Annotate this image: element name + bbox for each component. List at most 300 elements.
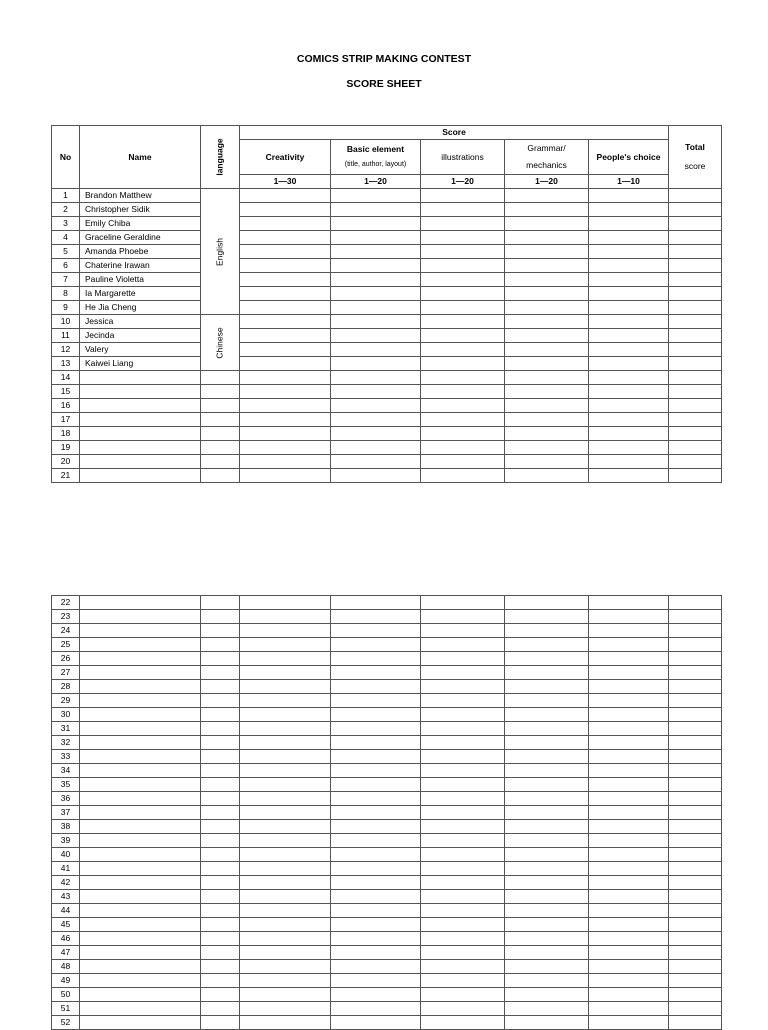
score-cell (421, 624, 505, 638)
score-cell (505, 960, 589, 974)
table-row (52, 652, 722, 666)
score-cell (505, 427, 589, 441)
score-cell (505, 371, 589, 385)
score-cell (80, 806, 201, 820)
score-cell (80, 694, 201, 708)
score-cell (331, 974, 421, 988)
table-row (52, 329, 722, 343)
score-cell (505, 820, 589, 834)
score-cell (331, 301, 421, 315)
score-cell (669, 862, 722, 876)
table-row (52, 385, 722, 399)
score-cell (240, 189, 331, 203)
score-cell (201, 862, 240, 876)
score-cell (505, 974, 589, 988)
header-grammar: Grammar/ mechanics (505, 140, 589, 175)
score-cell (421, 932, 505, 946)
score-cell (80, 848, 201, 862)
score-cell (421, 385, 505, 399)
header-basic-element: Basic element (title, author, layout) (331, 140, 421, 175)
score-cell (421, 834, 505, 848)
language-cell (201, 441, 240, 455)
score-cell (669, 301, 722, 315)
table-row (52, 820, 722, 834)
score-cell (589, 441, 669, 455)
score-cell (240, 862, 331, 876)
score-cell (240, 287, 331, 301)
table-row (52, 708, 722, 722)
score-cell (80, 974, 201, 988)
score-cell (331, 469, 421, 483)
table-row (52, 189, 722, 203)
score-cell (240, 708, 331, 722)
score-cell (589, 315, 669, 329)
score-cell (331, 259, 421, 273)
score-cell (589, 638, 669, 652)
score-cell (331, 750, 421, 764)
score-cell (421, 189, 505, 203)
row-number: 40 (52, 848, 80, 862)
table-row (52, 988, 722, 1002)
score-cell (240, 694, 331, 708)
score-cell (421, 652, 505, 666)
score-cell (331, 203, 421, 217)
row-number: 19 (52, 441, 80, 455)
language-english: English (201, 189, 240, 315)
score-cell (421, 960, 505, 974)
score-cell (331, 904, 421, 918)
score-cell (421, 259, 505, 273)
score-cell (505, 1016, 589, 1030)
score-cell (80, 904, 201, 918)
table-row (52, 343, 722, 357)
score-cell (669, 315, 722, 329)
row-number: 15 (52, 385, 80, 399)
score-cell (240, 1016, 331, 1030)
score-cell (505, 385, 589, 399)
score-cell (240, 329, 331, 343)
table-row (52, 764, 722, 778)
score-cell (240, 596, 331, 610)
score-cell (589, 932, 669, 946)
table-row (52, 217, 722, 231)
score-cell (589, 918, 669, 932)
score-cell (505, 287, 589, 301)
score-cell (80, 820, 201, 834)
score-cell (669, 792, 722, 806)
score-cell (505, 918, 589, 932)
row-number: 37 (52, 806, 80, 820)
score-cell (505, 638, 589, 652)
score-cell (421, 820, 505, 834)
score-cell (80, 610, 201, 624)
row-number: 24 (52, 624, 80, 638)
score-cell (240, 680, 331, 694)
score-cell (589, 652, 669, 666)
score-cell (669, 736, 722, 750)
row-number: 3 (52, 217, 80, 231)
score-cell (201, 722, 240, 736)
score-cell (421, 203, 505, 217)
table-row (52, 932, 722, 946)
score-cell (201, 1016, 240, 1030)
score-cell (331, 441, 421, 455)
score-cell (505, 694, 589, 708)
table-row (52, 694, 722, 708)
table-row (52, 736, 722, 750)
score-cell (505, 736, 589, 750)
score-cell (240, 245, 331, 259)
row-number: 11 (52, 329, 80, 343)
score-cell (669, 764, 722, 778)
row-number: 32 (52, 736, 80, 750)
score-cell (505, 904, 589, 918)
header-peoples-choice: People's choice (589, 140, 669, 175)
table-row (52, 666, 722, 680)
score-cell (505, 315, 589, 329)
score-cell (669, 203, 722, 217)
score-cell (201, 806, 240, 820)
score-cell (505, 666, 589, 680)
score-cell (505, 399, 589, 413)
score-cell (331, 596, 421, 610)
language-cell (201, 399, 240, 413)
score-cell (421, 596, 505, 610)
score-cell (80, 736, 201, 750)
score-cell (201, 848, 240, 862)
score-cell (80, 722, 201, 736)
score-cell (80, 918, 201, 932)
score-cell (421, 792, 505, 806)
score-cell (240, 778, 331, 792)
score-cell (669, 231, 722, 245)
score-cell (331, 427, 421, 441)
score-cell (80, 652, 201, 666)
table-row (52, 680, 722, 694)
score-cell (331, 1002, 421, 1016)
score-cell (669, 890, 722, 904)
score-cell (240, 371, 331, 385)
participant-name: Graceline Geraldine (80, 231, 201, 245)
table-row (52, 918, 722, 932)
score-cell (201, 652, 240, 666)
score-cell (201, 792, 240, 806)
score-cell (589, 834, 669, 848)
score-cell (240, 666, 331, 680)
participant-name: Valery (80, 343, 201, 357)
score-cell (421, 315, 505, 329)
score-cell (589, 946, 669, 960)
score-cell (589, 792, 669, 806)
score-cell (240, 357, 331, 371)
score-cell (669, 848, 722, 862)
row-number: 26 (52, 652, 80, 666)
score-cell (421, 245, 505, 259)
score-cell (421, 1002, 505, 1016)
score-cell (505, 455, 589, 469)
score-cell (421, 890, 505, 904)
score-cell (201, 778, 240, 792)
score-cell (589, 666, 669, 680)
score-cell (505, 343, 589, 357)
score-cell (669, 371, 722, 385)
score-cell (421, 371, 505, 385)
score-cell (669, 638, 722, 652)
score-cell (589, 287, 669, 301)
score-cell (669, 624, 722, 638)
table-row (52, 834, 722, 848)
score-cell (240, 876, 331, 890)
row-number: 48 (52, 960, 80, 974)
score-cell (331, 764, 421, 778)
score-cell (505, 610, 589, 624)
table-row (52, 259, 722, 273)
table-row (52, 638, 722, 652)
row-number: 38 (52, 820, 80, 834)
row-number: 39 (52, 834, 80, 848)
score-cell (331, 736, 421, 750)
row-number: 50 (52, 988, 80, 1002)
score-cell (80, 666, 201, 680)
language-cell (201, 469, 240, 483)
score-cell (80, 946, 201, 960)
score-cell (240, 974, 331, 988)
score-cell (80, 960, 201, 974)
language-cell (201, 455, 240, 469)
score-cell (669, 666, 722, 680)
score-cell (505, 708, 589, 722)
score-cell (505, 792, 589, 806)
score-cell (669, 876, 722, 890)
score-cell (421, 694, 505, 708)
score-table-1 (51, 125, 722, 483)
score-cell (589, 259, 669, 273)
score-cell (421, 722, 505, 736)
row-number: 46 (52, 932, 80, 946)
score-cell (589, 708, 669, 722)
score-cell (421, 764, 505, 778)
table-row (52, 778, 722, 792)
row-number: 6 (52, 259, 80, 273)
score-cell (331, 834, 421, 848)
score-cell (80, 932, 201, 946)
score-cell (240, 736, 331, 750)
row-number: 14 (52, 371, 80, 385)
score-cell (240, 918, 331, 932)
table-row (52, 301, 722, 315)
score-cell (240, 848, 331, 862)
score-cell (421, 413, 505, 427)
score-cell (240, 834, 331, 848)
score-cell (240, 890, 331, 904)
table-row (52, 399, 722, 413)
score-cell (505, 834, 589, 848)
score-cell (240, 259, 331, 273)
score-cell (421, 638, 505, 652)
score-cell (421, 750, 505, 764)
score-cell (240, 764, 331, 778)
score-cell (201, 918, 240, 932)
participant-name (80, 399, 201, 413)
score-cell (589, 890, 669, 904)
score-cell (331, 792, 421, 806)
score-cell (80, 764, 201, 778)
score-cell (421, 301, 505, 315)
table-row (52, 413, 722, 427)
score-cell (421, 974, 505, 988)
row-number: 35 (52, 778, 80, 792)
score-cell (589, 848, 669, 862)
row-number: 27 (52, 666, 80, 680)
score-cell (421, 680, 505, 694)
participant-name: Emily Chiba (80, 217, 201, 231)
score-cell (201, 624, 240, 638)
score-cell (80, 680, 201, 694)
score-cell (669, 918, 722, 932)
score-cell (505, 988, 589, 1002)
score-cell (669, 343, 722, 357)
header-name: Name (80, 126, 201, 189)
score-cell (421, 666, 505, 680)
participant-name: Pauline Violetta (80, 273, 201, 287)
score-cell (669, 960, 722, 974)
score-cell (589, 371, 669, 385)
score-cell (669, 399, 722, 413)
score-cell (80, 862, 201, 876)
table-row (52, 441, 722, 455)
participant-name (80, 371, 201, 385)
row-number: 52 (52, 1016, 80, 1030)
sheet-title: SCORE SHEET (346, 78, 422, 90)
score-cell (201, 974, 240, 988)
header-score: Score (240, 126, 669, 140)
table-row (52, 455, 722, 469)
score-cell (669, 988, 722, 1002)
score-cell (505, 862, 589, 876)
score-cell (240, 638, 331, 652)
score-cell (240, 988, 331, 1002)
score-cell (201, 1002, 240, 1016)
score-cell (421, 441, 505, 455)
score-cell (331, 287, 421, 301)
score-cell (421, 778, 505, 792)
table-row (52, 876, 722, 890)
table-row (52, 610, 722, 624)
range-grammar: 1—20 (505, 175, 589, 189)
score-cell (331, 455, 421, 469)
score-cell (505, 259, 589, 273)
score-cell (240, 455, 331, 469)
table-row (52, 806, 722, 820)
score-cell (201, 736, 240, 750)
score-cell (331, 385, 421, 399)
row-number: 4 (52, 231, 80, 245)
table-row (52, 287, 722, 301)
row-number: 41 (52, 862, 80, 876)
score-cell (331, 722, 421, 736)
header-creativity: Creativity (240, 140, 331, 175)
score-cell (421, 399, 505, 413)
score-cell (505, 441, 589, 455)
score-cell (80, 708, 201, 722)
score-cell (589, 750, 669, 764)
score-cell (589, 189, 669, 203)
score-cell (331, 918, 421, 932)
score-cell (505, 469, 589, 483)
score-cell (669, 413, 722, 427)
participant-name: Brandon Matthew (80, 189, 201, 203)
score-cell (421, 427, 505, 441)
score-cell (201, 932, 240, 946)
score-cell (240, 624, 331, 638)
score-cell (669, 427, 722, 441)
score-cell (669, 652, 722, 666)
score-cell (505, 596, 589, 610)
score-cell (669, 974, 722, 988)
score-cell (505, 217, 589, 231)
score-cell (505, 413, 589, 427)
score-cell (201, 988, 240, 1002)
score-cell (421, 988, 505, 1002)
score-cell (589, 217, 669, 231)
score-cell (240, 806, 331, 820)
score-cell (331, 413, 421, 427)
score-cell (505, 273, 589, 287)
score-cell (505, 624, 589, 638)
row-number: 28 (52, 680, 80, 694)
score-cell (240, 820, 331, 834)
score-cell (201, 960, 240, 974)
row-number: 43 (52, 890, 80, 904)
score-cell (505, 946, 589, 960)
score-cell (201, 764, 240, 778)
row-number: 51 (52, 1002, 80, 1016)
score-cell (589, 1016, 669, 1030)
row-number: 33 (52, 750, 80, 764)
score-cell (201, 610, 240, 624)
table-row (52, 203, 722, 217)
score-cell (80, 778, 201, 792)
score-cell (331, 357, 421, 371)
score-cell (421, 904, 505, 918)
score-cell (669, 806, 722, 820)
score-cell (201, 876, 240, 890)
range-people: 1—10 (589, 175, 669, 189)
language-chinese: Chinese (201, 315, 240, 371)
header-total: Total score (669, 126, 722, 189)
score-cell (240, 750, 331, 764)
score-cell (589, 203, 669, 217)
range-creativity: 1—30 (240, 175, 331, 189)
score-cell (589, 357, 669, 371)
score-cell (505, 1002, 589, 1016)
score-cell (80, 834, 201, 848)
row-number: 22 (52, 596, 80, 610)
score-cell (331, 217, 421, 231)
score-cell (505, 806, 589, 820)
score-cell (421, 946, 505, 960)
score-cell (589, 427, 669, 441)
score-cell (589, 624, 669, 638)
score-cell (669, 385, 722, 399)
score-cell (589, 469, 669, 483)
score-cell (331, 231, 421, 245)
score-cell (669, 820, 722, 834)
participant-name: Ia Margarette (80, 287, 201, 301)
score-cell (201, 750, 240, 764)
score-cell (589, 273, 669, 287)
score-cell (669, 596, 722, 610)
